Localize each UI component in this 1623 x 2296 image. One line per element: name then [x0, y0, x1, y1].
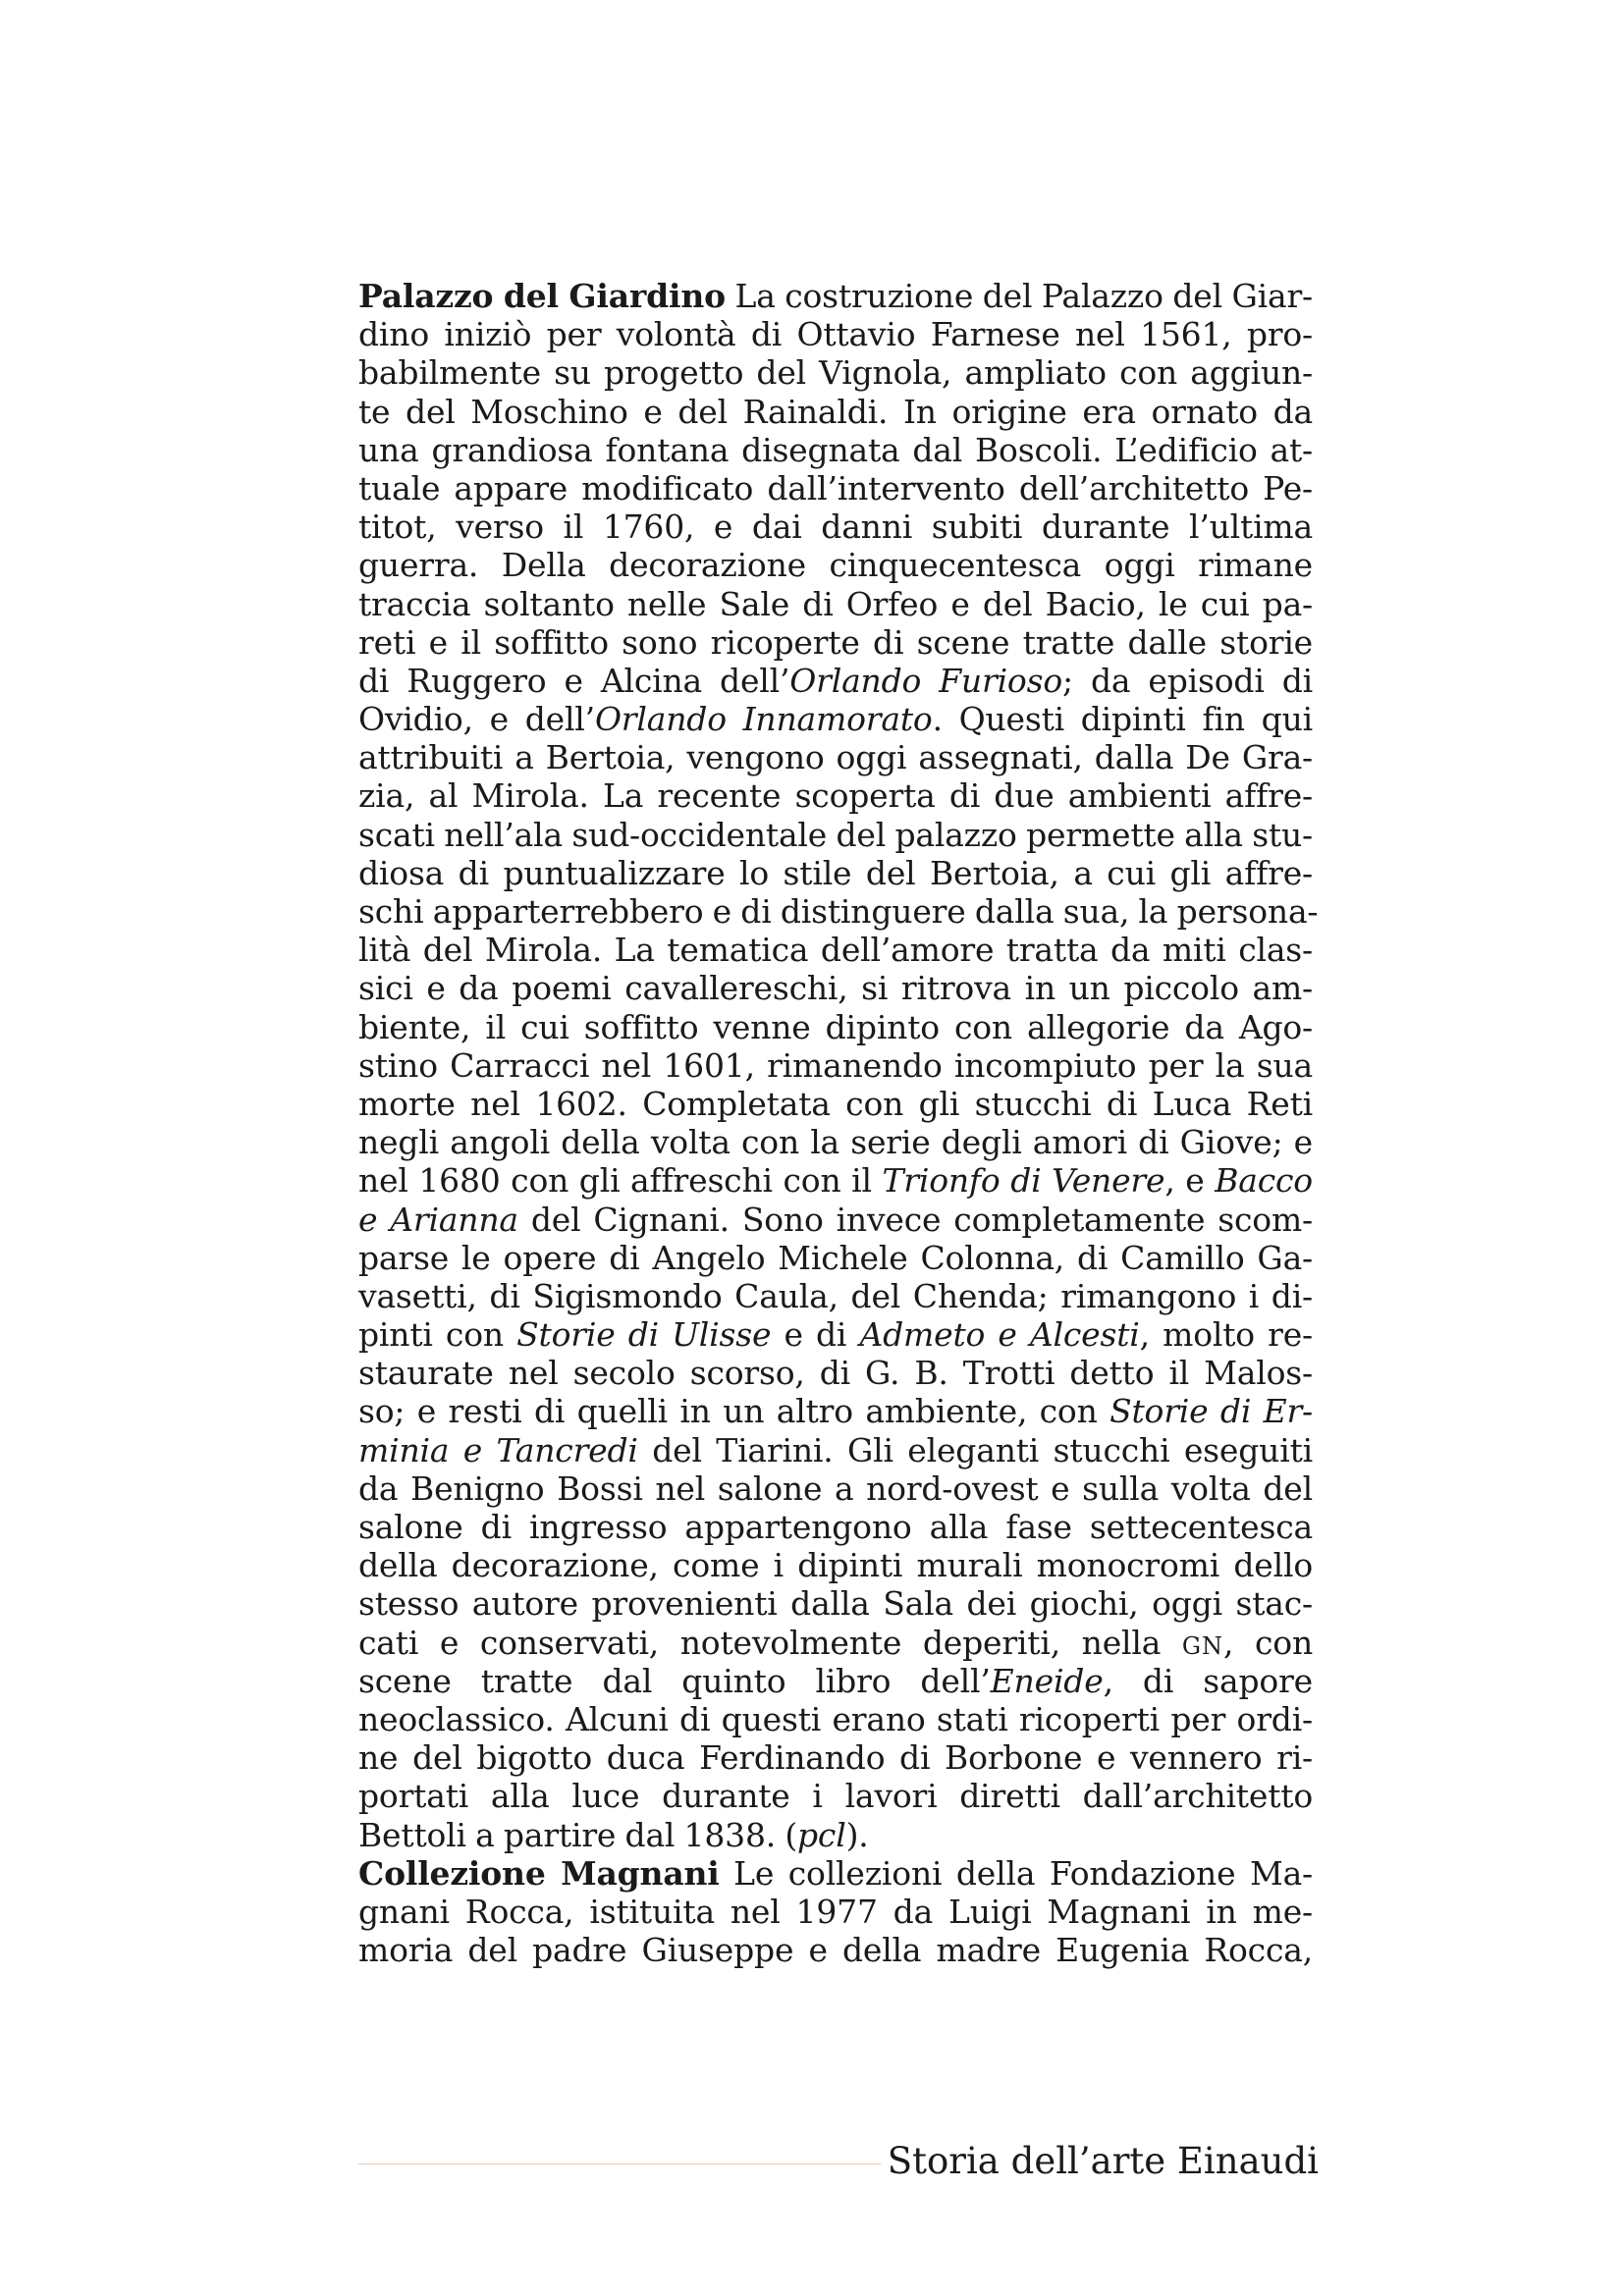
italic-title: Orlando Furioso — [789, 661, 1062, 700]
text-run: parse le opere di Angelo Michele Colonna, di Camillo Ga- — [358, 1238, 1313, 1277]
text-line — [358, 1354, 1313, 1392]
text-run: della decorazione, come i dipinti murali monocromi dello — [358, 1546, 1313, 1585]
text-line — [358, 738, 1313, 776]
text-run: staurate nel secolo scorso, di G. B. Trotti detto il Malos- — [358, 1354, 1313, 1393]
text-run: guerra. Della decorazione cinquecentesca oggi rimane — [358, 546, 1313, 585]
text-run: scene tratte dal quinto libro dell’ — [358, 1661, 991, 1700]
entry-heading: Collezione Magnani — [358, 1853, 720, 1893]
text-line — [358, 1277, 1313, 1315]
text-line — [358, 277, 1313, 315]
text-line — [358, 1777, 1313, 1815]
text-run: portati alla luce durante i lavori diretti dall’architetto — [358, 1777, 1313, 1816]
text-run: moria del padre Giuseppe e della madre Eugenia Rocca, — [358, 1931, 1313, 1970]
text-run: negli angoli della volta con la serie degli amori di Giove; e — [358, 1123, 1313, 1162]
text-line — [358, 1085, 1313, 1123]
text-line — [358, 1008, 1313, 1046]
text-line — [358, 315, 1313, 353]
text-run: scati nell’ala sud-occidentale del palazzo permette alla stu- — [358, 815, 1313, 854]
italic-title: Storie di Ulisse — [516, 1315, 772, 1355]
text-run: cati e conservati, notevolmente deperiti, nella — [358, 1623, 1182, 1662]
abbreviation: GN — [1181, 1631, 1224, 1660]
text-line — [358, 1662, 1313, 1700]
text-line — [358, 816, 1313, 854]
text-run: da Benigno Bossi nel salone a nord-ovest e sulla volta del — [358, 1468, 1313, 1508]
text-line — [358, 931, 1313, 969]
text-run: . Questi dipinti fin qui — [932, 700, 1313, 739]
text-line — [358, 1469, 1313, 1508]
text-run: pinti con — [358, 1315, 517, 1355]
text-run: , di sapore — [1103, 1661, 1313, 1700]
text-line — [358, 431, 1313, 469]
footer-rule — [358, 2163, 881, 2164]
text-line — [358, 1239, 1313, 1277]
text-run: biente, il cui soffitto venne dipinto con allegorie da Ago- — [358, 1007, 1313, 1046]
text-run: ne del bigotto duca Ferdinando di Borbone e vennero ri- — [358, 1738, 1313, 1778]
text-run: babilmente su progetto del Vignola, ampliato con aggiun- — [358, 353, 1313, 393]
text-line — [358, 1201, 1313, 1239]
text-line — [358, 1315, 1313, 1354]
text-line — [358, 892, 1319, 931]
text-line — [358, 1123, 1313, 1161]
text-line — [358, 700, 1313, 738]
italic-title: Storie di Er- — [1109, 1392, 1313, 1431]
text-line — [358, 1508, 1313, 1546]
text-line — [358, 469, 1313, 507]
text-run: salone di ingresso appartengono alla fase settecentesca — [358, 1508, 1313, 1546]
text-run: te del Moschino e del Rainaldi. In origine era ornato da — [358, 392, 1313, 431]
italic-title: pcl — [797, 1815, 846, 1854]
text-run: di Ruggero e Alcina dell’ — [358, 661, 790, 700]
text-line — [358, 353, 1313, 392]
text-run: dino iniziò per volontà di Ottavio Farnese nel 1561, pro- — [358, 315, 1313, 354]
text-line — [358, 585, 1313, 623]
footer-title: Storia dell’arte Einaudi — [887, 2140, 1319, 2182]
text-run: morte nel 1602. Completata con gli stucchi di Luca Reti — [358, 1084, 1313, 1123]
text-run: Le collezioni della Fondazione Ma- — [719, 1853, 1313, 1893]
italic-title: Admeto e Alcesti — [859, 1315, 1140, 1355]
text-line — [358, 507, 1313, 546]
text-run: schi apparterrebbero e di distinguere dalla sua, la persona- — [358, 892, 1319, 931]
text-run: stesso autore provenienti dalla Sala dei giochi, oggi stac- — [358, 1584, 1313, 1624]
text-line — [358, 1738, 1313, 1777]
entry-heading: Palazzo del Giardino — [358, 277, 726, 315]
text-run: vasetti, di Sigismondo Caula, del Chenda; rimangono i di- — [358, 1276, 1313, 1315]
text-run: zia, al Mirola. La recente scoperta di due ambienti affre- — [358, 776, 1313, 816]
text-run: Ovidio, e dell’ — [358, 700, 595, 739]
text-run: ). — [845, 1815, 869, 1854]
text-line — [358, 1624, 1313, 1662]
text-run: stino Carracci nel 1601, rimanendo incompiuto per la sua — [358, 1045, 1313, 1085]
text-line — [358, 1700, 1313, 1738]
text-line — [358, 1584, 1313, 1623]
text-run: lità del Mirola. La tematica dell’amore tratta da miti clas- — [358, 931, 1313, 970]
text-run: attribuiti a Bertoia, vengono oggi assegnati, dalla De Gra- — [358, 738, 1313, 777]
text-line — [358, 393, 1313, 431]
text-line — [358, 1816, 1313, 1854]
text-line — [358, 1431, 1313, 1469]
text-run: La costruzione del Palazzo del Giar- — [725, 277, 1313, 315]
italic-title: Eneide — [990, 1661, 1104, 1700]
text-line — [358, 854, 1313, 892]
italic-title: minia e Tancredi — [358, 1430, 638, 1469]
text-run: Bettoli a partire dal 1838. ( — [358, 1815, 797, 1854]
text-run: una grandiosa fontana disegnata dal Boscoli. L’edificio at- — [358, 430, 1313, 469]
text-run: del Cignani. Sono invece completamente scom- — [517, 1200, 1313, 1239]
text-run: gnani Rocca, istituita nel 1977 da Luigi Magnani in me- — [358, 1892, 1313, 1931]
text-run: sici e da poemi cavallereschi, si ritrova in un piccolo am- — [358, 969, 1313, 1008]
italic-title: e Arianna — [358, 1200, 518, 1239]
text-run: neoclassico. Alcuni di questi erano stati ricoperti per ordi- — [358, 1699, 1313, 1738]
text-run: , e — [1164, 1161, 1216, 1201]
italic-title: Trionfo di Venere — [882, 1161, 1165, 1201]
text-run: traccia soltanto nelle Sale di Orfeo e del Bacio, le cui pa- — [358, 584, 1313, 623]
text-line — [358, 662, 1313, 700]
text-line — [358, 546, 1313, 584]
text-line — [358, 776, 1313, 815]
text-line — [358, 1546, 1313, 1584]
text-line — [358, 1854, 1313, 1893]
text-run: titot, verso il 1760, e dai danni subiti durante l’ultima — [358, 507, 1313, 547]
text-run: so; e resti di quelli in un altro ambiente, con — [358, 1392, 1110, 1431]
text-run: , molto re- — [1139, 1315, 1313, 1355]
text-run: reti e il soffitto sono ricoperte di scene tratte dalle storie — [358, 622, 1313, 662]
text-run: diosa di puntualizzare lo stile del Bertoia, a cui gli affre- — [358, 853, 1313, 892]
text-line — [358, 1931, 1313, 1969]
text-run: tuale appare modificato dall’intervento dell’architetto Pe- — [358, 468, 1313, 507]
text-run: del Tiarini. Gli eleganti stucchi eseguiti — [637, 1430, 1313, 1469]
text-run: nel 1680 con gli affreschi con il — [358, 1161, 883, 1201]
italic-title: Bacco — [1215, 1161, 1313, 1201]
text-line — [358, 1392, 1313, 1430]
text-line — [358, 1893, 1313, 1931]
italic-title: Orlando Innamorato — [594, 700, 933, 739]
text-run: e di — [771, 1315, 860, 1355]
text-line — [358, 623, 1313, 662]
text-line — [358, 1046, 1313, 1085]
text-run: , con — [1223, 1623, 1313, 1662]
text-line — [358, 1161, 1313, 1200]
text-run: ; da episodi di — [1062, 661, 1313, 700]
body-text — [358, 277, 1319, 1970]
text-line — [358, 969, 1313, 1007]
